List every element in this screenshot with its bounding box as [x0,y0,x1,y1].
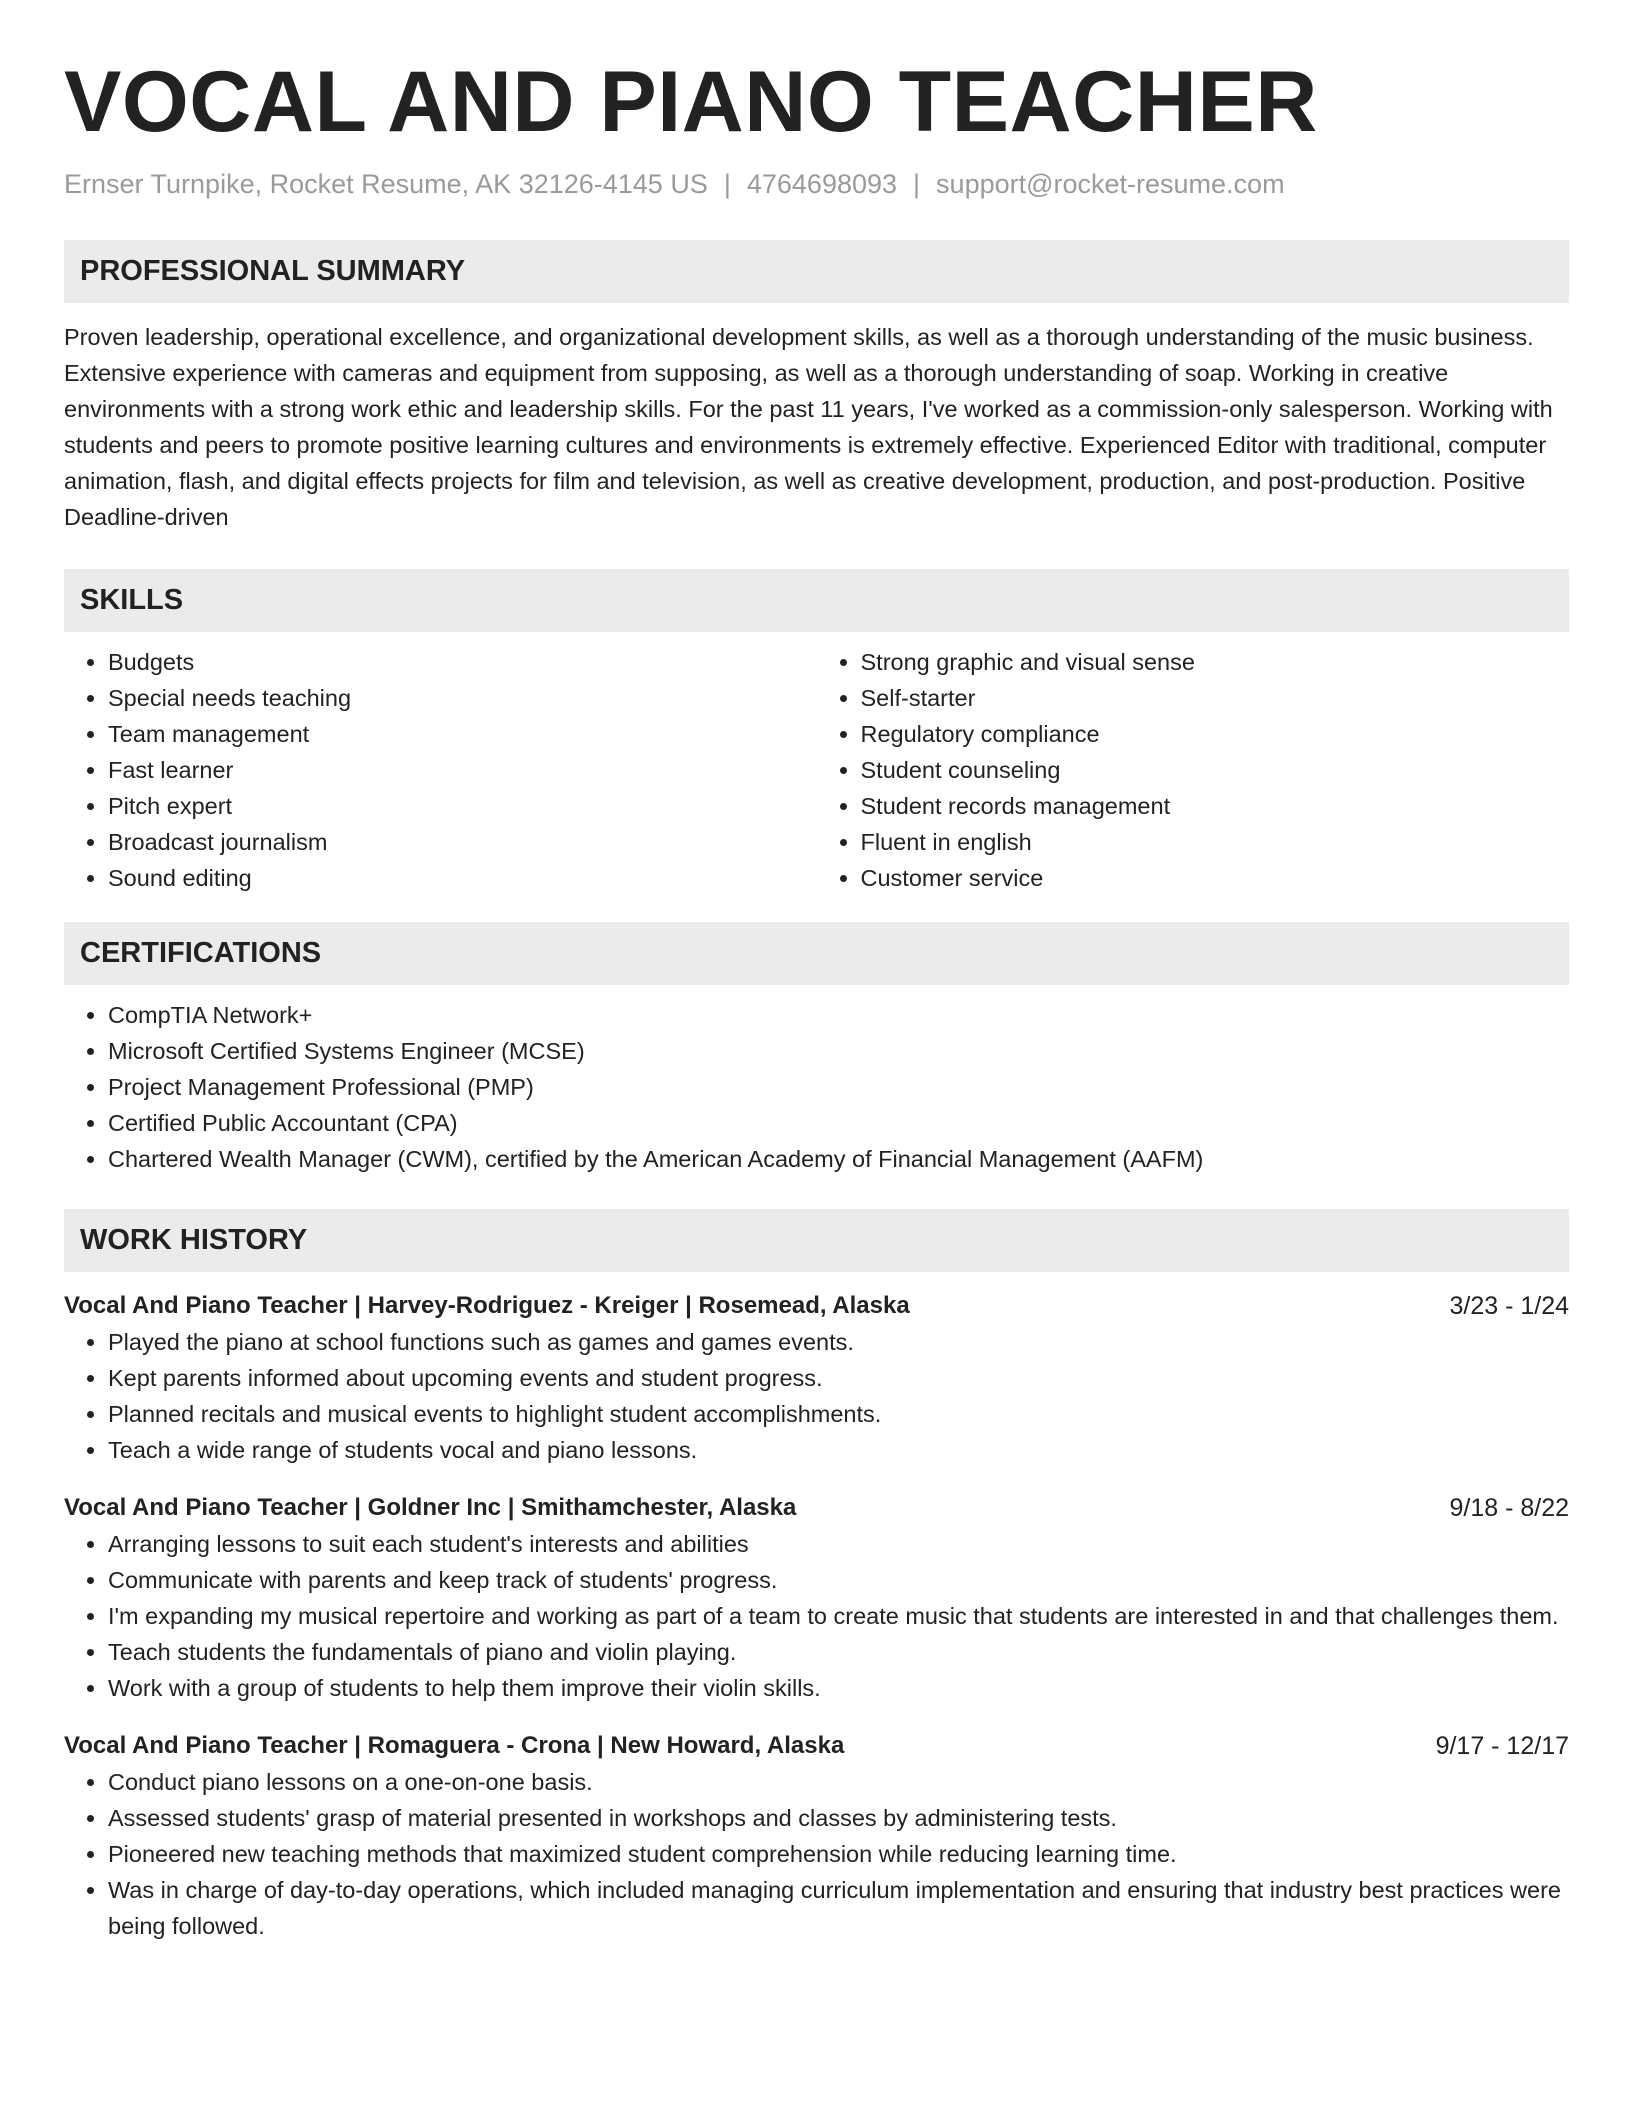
job-bullet: • Kept parents informed about upcoming events and student progress. [108,1360,1569,1396]
certification-item: • Certified Public Accountant (CPA) [108,1105,1569,1141]
skill-item: • Self-starter [861,680,1570,716]
job-bullet: • Teach students the fundamentals of piano and violin playing. [108,1634,1569,1670]
skills-heading: SKILLS [64,569,1569,632]
job-bullet: • Communicate with parents and keep track of students' progress. [108,1562,1569,1598]
skill-item: • Customer service [861,860,1570,896]
certification-item: • CompTIA Network+ [108,997,1569,1033]
job-entry [64,1728,1569,1944]
skills-column-left [64,644,817,896]
job-bullet: • Teach a wide range of students vocal and piano lessons. [108,1432,1569,1468]
summary-text: Proven leadership, operational excellence, and organizational development skills, as well as a thorough understanding of the music business. Extensive experience with cameras and equipment from supposing, as well as a thorough understanding of soap. Working in creative environments with a strong work ethic and leadership skills. For the past 11 years, I've worked as a commission-only salesperson. Working with students and peers to promote positive learning cultures and environments is extremely effective. Experienced Editor with traditional, computer animation, flash, and digital effects projects for film and television, as well as creative development, production, and post-production. Positive Deadline-driven [64,324,1553,530]
certification-item: • Project Management Professional (PMP) [108,1069,1569,1105]
job-bullets [64,1324,1569,1468]
skill-item: • Team management [108,716,817,752]
resume-name: VOCAL AND PIANO TEACHER [64,54,1318,150]
contact-separator: | [723,169,731,199]
skill-item: • Student records management [861,788,1570,824]
job-bullets [64,1764,1569,1944]
job-bullet: • I'm expanding my musical repertoire and working as part of a team to create music that students are interested in and that challenges them. [108,1598,1569,1634]
job-entry [64,1490,1569,1706]
job-bullet: • Conduct piano lessons on a one-on-one basis. [108,1764,1569,1800]
certification-item: • Microsoft Certified Systems Engineer (MCSE) [108,1033,1569,1069]
skill-item: • Pitch expert [108,788,817,824]
job-dates: 3/23 - 1/24 [1449,1292,1569,1320]
job-bullet: • Assessed students' grasp of material presented in workshops and classes by administering tests. [108,1800,1569,1836]
contact-separator: | [913,169,921,199]
skill-item: • Fluent in english [861,824,1570,860]
job-title: Vocal And Piano Teacher | Goldner Inc | Smithamchester, Alaska [64,1494,797,1521]
certification-item: • Chartered Wealth Manager (CWM), certified by the American Academy of Financial Management (AAFM) [108,1141,1569,1177]
job-bullets [64,1526,1569,1706]
job-title: Vocal And Piano Teacher | Harvey-Rodriguez - Kreiger | Rosemead, Alaska [64,1292,910,1319]
skill-item: • Strong graphic and visual sense [861,644,1570,680]
skill-item: • Sound editing [108,860,817,896]
job-bullet: • Arranging lessons to suit each student's interests and abilities [108,1526,1569,1562]
job-bullet: • Was in charge of day-to-day operations, which included managing curriculum implementation and ensuring that industry best practices were being followed. [108,1872,1569,1944]
job-entry [64,1288,1569,1468]
job-dates: 9/18 - 8/22 [1449,1494,1569,1522]
contact-address: Ernser Turnpike, Rocket Resume, AK 32126-4145 US [64,169,708,199]
job-header [64,1288,1569,1324]
job-title: Vocal And Piano Teacher | Romaguera - Crona | New Howard, Alaska [64,1732,845,1759]
skill-item: • Fast learner [108,752,817,788]
contact-email: support@rocket-resume.com [936,169,1285,199]
skill-item: • Regulatory compliance [861,716,1570,752]
job-dates: 9/17 - 12/17 [1435,1732,1569,1760]
job-bullet: • Work with a group of students to help them improve their violin skills. [108,1670,1569,1706]
job-bullet: • Planned recitals and musical events to highlight student accomplishments. [108,1396,1569,1432]
skill-item: • Special needs teaching [108,680,817,716]
work-history-heading: WORK HISTORY [64,1209,1569,1272]
contact-line [64,166,1569,202]
job-bullet: • Pioneered new teaching methods that maximized student comprehension while reducing learning time. [108,1836,1569,1872]
certifications-heading: CERTIFICATIONS [64,922,1569,985]
certifications-list [64,997,1569,1177]
job-header [64,1490,1569,1526]
skill-item: • Budgets [108,644,817,680]
skill-item: • Student counseling [861,752,1570,788]
skills-list [64,644,1569,896]
skills-column-right [817,644,1570,896]
skill-item: • Broadcast journalism [108,824,817,860]
summary-heading: PROFESSIONAL SUMMARY [64,240,1569,303]
job-header [64,1728,1569,1764]
contact-phone: 4764698093 [746,169,898,199]
job-bullet: • Played the piano at school functions such as games and games events. [108,1324,1569,1360]
